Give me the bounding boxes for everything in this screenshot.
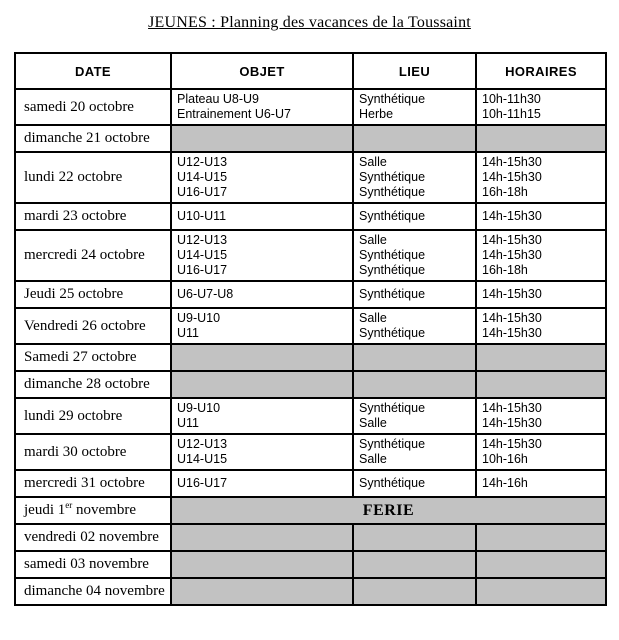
cell-line: Plateau U8-U9 [177,92,259,106]
cell-line: U12-U13 [177,155,228,169]
cell-line: 10h-11h15 [482,107,541,121]
table-row [15,398,606,434]
header-row [15,53,606,89]
objet-cell [171,203,353,230]
date-cell: dimanche 04 novembre [15,578,171,605]
cell-line: Synthétique [359,248,426,262]
lieu-cell [353,152,476,203]
table-body [15,89,606,605]
date-cell [15,497,171,524]
cell-line: Synthétique [359,437,426,451]
objet-cell [171,551,353,578]
date-cell: mercredi 31 octobre [15,470,171,497]
date-cell: vendredi 02 novembre [15,524,171,551]
horaires-cell [476,281,606,308]
cell-line: Herbe [359,107,394,121]
table-row [15,434,606,470]
header-date: DATE [15,53,171,89]
cell-line: 14h-16h [482,476,528,490]
date-superscript: er [65,500,73,510]
cell-line: 14h-15h30 [482,326,542,340]
horaires-cell [476,434,606,470]
objet-cell [171,89,353,125]
date-cell: Samedi 27 octobre [15,344,171,371]
date-cell: dimanche 28 octobre [15,371,171,398]
table-row [15,497,606,524]
lieu-cell [353,281,476,308]
lieu-cell [353,344,476,371]
cell-line: Synthétique [359,263,426,277]
cell-line: Synthétique [359,287,426,301]
horaires-cell [476,551,606,578]
horaires-cell [476,203,606,230]
cell-line: Synthétique [359,476,426,490]
horaires-cell [476,89,606,125]
lieu-cell [353,398,476,434]
cell-line: Synthétique [359,185,426,199]
table-row [15,524,606,551]
lieu-cell [353,470,476,497]
lieu-cell [353,371,476,398]
cell-line: U16-U17 [177,476,228,490]
cell-line: U12-U13 [177,233,228,247]
cell-line: Salle [359,311,387,325]
header-lieu: LIEU [353,53,476,89]
horaires-cell [476,308,606,344]
table-row [15,371,606,398]
planning-table [14,52,607,606]
cell-line: 16h-18h [482,263,528,277]
date-text: jeudi 1 [24,502,66,518]
cell-line: Salle [359,416,387,430]
date-cell: mardi 30 octobre [15,434,171,470]
cell-line: U11 [177,326,200,340]
cell-line: 14h-15h30 [482,233,542,247]
table-row [15,344,606,371]
cell-line: U14-U15 [177,170,228,184]
table-row [15,89,606,125]
cell-line: 14h-15h30 [482,416,542,430]
cell-line: U10-U11 [177,209,227,223]
cell-line: U16-U17 [177,263,228,277]
date-cell: samedi 03 novembre [15,551,171,578]
cell-line: U16-U17 [177,185,228,199]
cell-line: Synthétique [359,92,426,106]
horaires-cell [476,371,606,398]
date-cell: Vendredi 26 octobre [15,308,171,344]
objet-cell [171,125,353,152]
date-cell: lundi 22 octobre [15,152,171,203]
cell-line: U11 [177,416,200,430]
ferie-cell: FERIE [171,497,606,524]
horaires-cell [476,152,606,203]
date-text: novembre [72,502,136,518]
cell-line: U14-U15 [177,452,228,466]
lieu-cell [353,524,476,551]
objet-cell [171,524,353,551]
cell-line: U12-U13 [177,437,228,451]
horaires-cell [476,398,606,434]
cell-line: 14h-15h30 [482,209,542,223]
objet-cell [171,470,353,497]
objet-cell [171,578,353,605]
cell-line: Synthétique [359,209,426,223]
table-row [15,152,606,203]
cell-line: Synthétique [359,401,426,415]
objet-cell [171,398,353,434]
header-horaires: HORAIRES [476,53,606,89]
cell-line: Synthétique [359,170,426,184]
objet-cell [171,308,353,344]
cell-line: Salle [359,452,387,466]
table-row [15,308,606,344]
cell-line: 14h-15h30 [482,248,542,262]
cell-line: 10h-16h [482,452,528,466]
cell-line: 14h-15h30 [482,401,542,415]
horaires-cell [476,230,606,281]
horaires-cell [476,344,606,371]
cell-line: Salle [359,155,387,169]
date-cell: Jeudi 25 octobre [15,281,171,308]
table-row [15,281,606,308]
cell-line: 14h-15h30 [482,437,542,451]
table-row [15,470,606,497]
lieu-cell [353,551,476,578]
table-row [15,578,606,605]
page-title: JEUNES : Planning des vacances de la Toussaint [148,14,471,31]
cell-line: 14h-15h30 [482,155,542,169]
lieu-cell [353,308,476,344]
date-cell: lundi 29 octobre [15,398,171,434]
lieu-cell [353,230,476,281]
table-row [15,125,606,152]
date-cell: dimanche 21 octobre [15,125,171,152]
cell-line: 14h-15h30 [482,311,542,325]
lieu-cell [353,203,476,230]
lieu-cell [353,125,476,152]
horaires-cell [476,125,606,152]
lieu-cell [353,434,476,470]
objet-cell [171,281,353,308]
cell-line: 14h-15h30 [482,287,542,301]
date-cell: mercredi 24 octobre [15,230,171,281]
cell-line: Salle [359,233,387,247]
objet-cell [171,434,353,470]
objet-cell [171,344,353,371]
cell-line: 14h-15h30 [482,170,542,184]
table-row [15,230,606,281]
cell-line: 16h-18h [482,185,528,199]
cell-line: U6-U7-U8 [177,287,234,301]
horaires-cell [476,470,606,497]
objet-cell [171,371,353,398]
cell-line: U14-U15 [177,248,228,262]
date-cell: mardi 23 octobre [15,203,171,230]
table-row [15,203,606,230]
lieu-cell [353,89,476,125]
header-objet: OBJET [171,53,353,89]
horaires-cell [476,524,606,551]
lieu-cell [353,578,476,605]
table-row [15,551,606,578]
cell-line: U9-U10 [177,401,221,415]
objet-cell [171,230,353,281]
cell-line: U9-U10 [177,311,221,325]
date-cell: samedi 20 octobre [15,89,171,125]
horaires-cell [476,578,606,605]
cell-line: Entrainement U6-U7 [177,107,291,121]
objet-cell [171,152,353,203]
cell-line: Synthétique [359,326,426,340]
cell-line: 10h-11h30 [482,92,541,106]
